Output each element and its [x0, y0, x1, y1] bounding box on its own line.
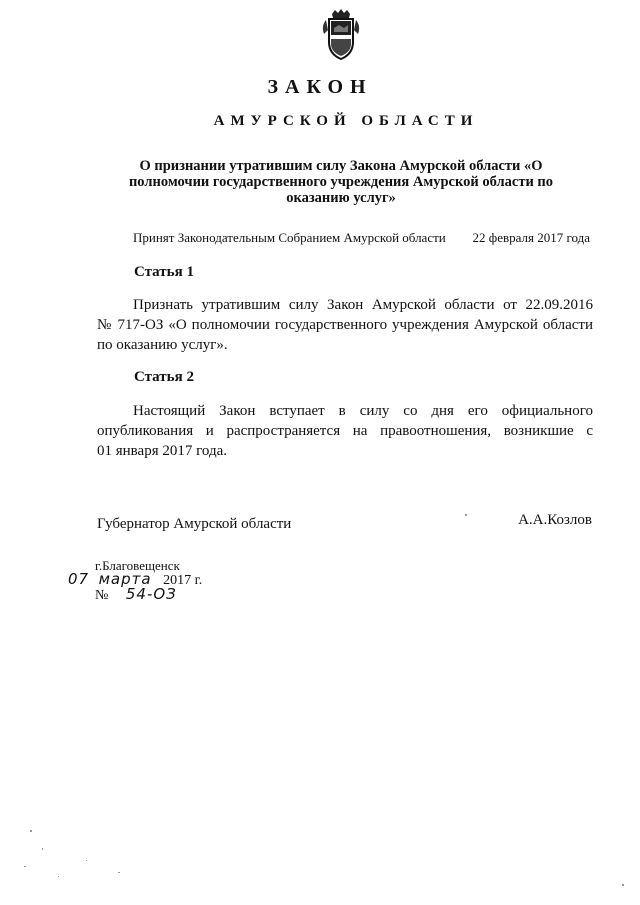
- handwritten-month: марта: [98, 570, 152, 588]
- scan-speck: [58, 876, 59, 877]
- article-2-title: Статья 2: [134, 369, 194, 385]
- law-number: [95, 585, 177, 604]
- scan-speck: [622, 884, 624, 886]
- law-name: О признании утратившим силу Закона Амурской области «О полномочии государственного учреждения Амурской области по оказанию услуг»: [128, 158, 554, 206]
- article-2-line: Настоящий Закон вступает в силу со дня его официального: [133, 403, 593, 419]
- article-2-line: 01 января 2017 года.: [97, 443, 228, 459]
- handwritten-number: 54-ОЗ: [125, 585, 177, 603]
- adoption-date: 22 февраля 2017 года: [472, 230, 590, 245]
- article-1-text: [97, 295, 593, 355]
- signer-name: А.А.Козлов: [518, 512, 592, 528]
- document-subtitle: АМУРСКОЙ ОБЛАСТИ: [213, 113, 479, 129]
- document-title: ЗАКОН: [267, 76, 373, 98]
- scan-speck: [24, 866, 26, 867]
- scan-speck: [42, 848, 43, 850]
- article-1-line: по оказанию услуг».: [97, 337, 228, 353]
- article-1-line: Признать утратившим силу Закон Амурской области от 22.09.2016: [133, 297, 593, 313]
- scan-speck: [86, 860, 87, 861]
- article-1-line: № 717-ОЗ «О полномочии государственного учреждения Амурской области: [97, 317, 593, 333]
- scan-speck: [30, 830, 32, 832]
- article-2-line: опубликования и распространяется на правоотношения, возникшие с: [97, 423, 593, 439]
- scan-speck: [465, 514, 467, 516]
- article-2-text: [97, 401, 593, 461]
- number-prefix: №: [95, 588, 109, 603]
- scan-speck: [118, 872, 120, 873]
- coat-of-arms-icon: [318, 8, 364, 62]
- signing-year: 2017 г.: [163, 573, 203, 588]
- article-1-title: Статья 1: [134, 264, 194, 280]
- signing-place: г.Благовещенск: [95, 558, 180, 573]
- adoption-text: Принят Законодательным Собранием Амурской области: [133, 230, 446, 245]
- handwritten-day: 07: [68, 570, 90, 588]
- signer-position: Губернатор Амурской области: [97, 516, 292, 532]
